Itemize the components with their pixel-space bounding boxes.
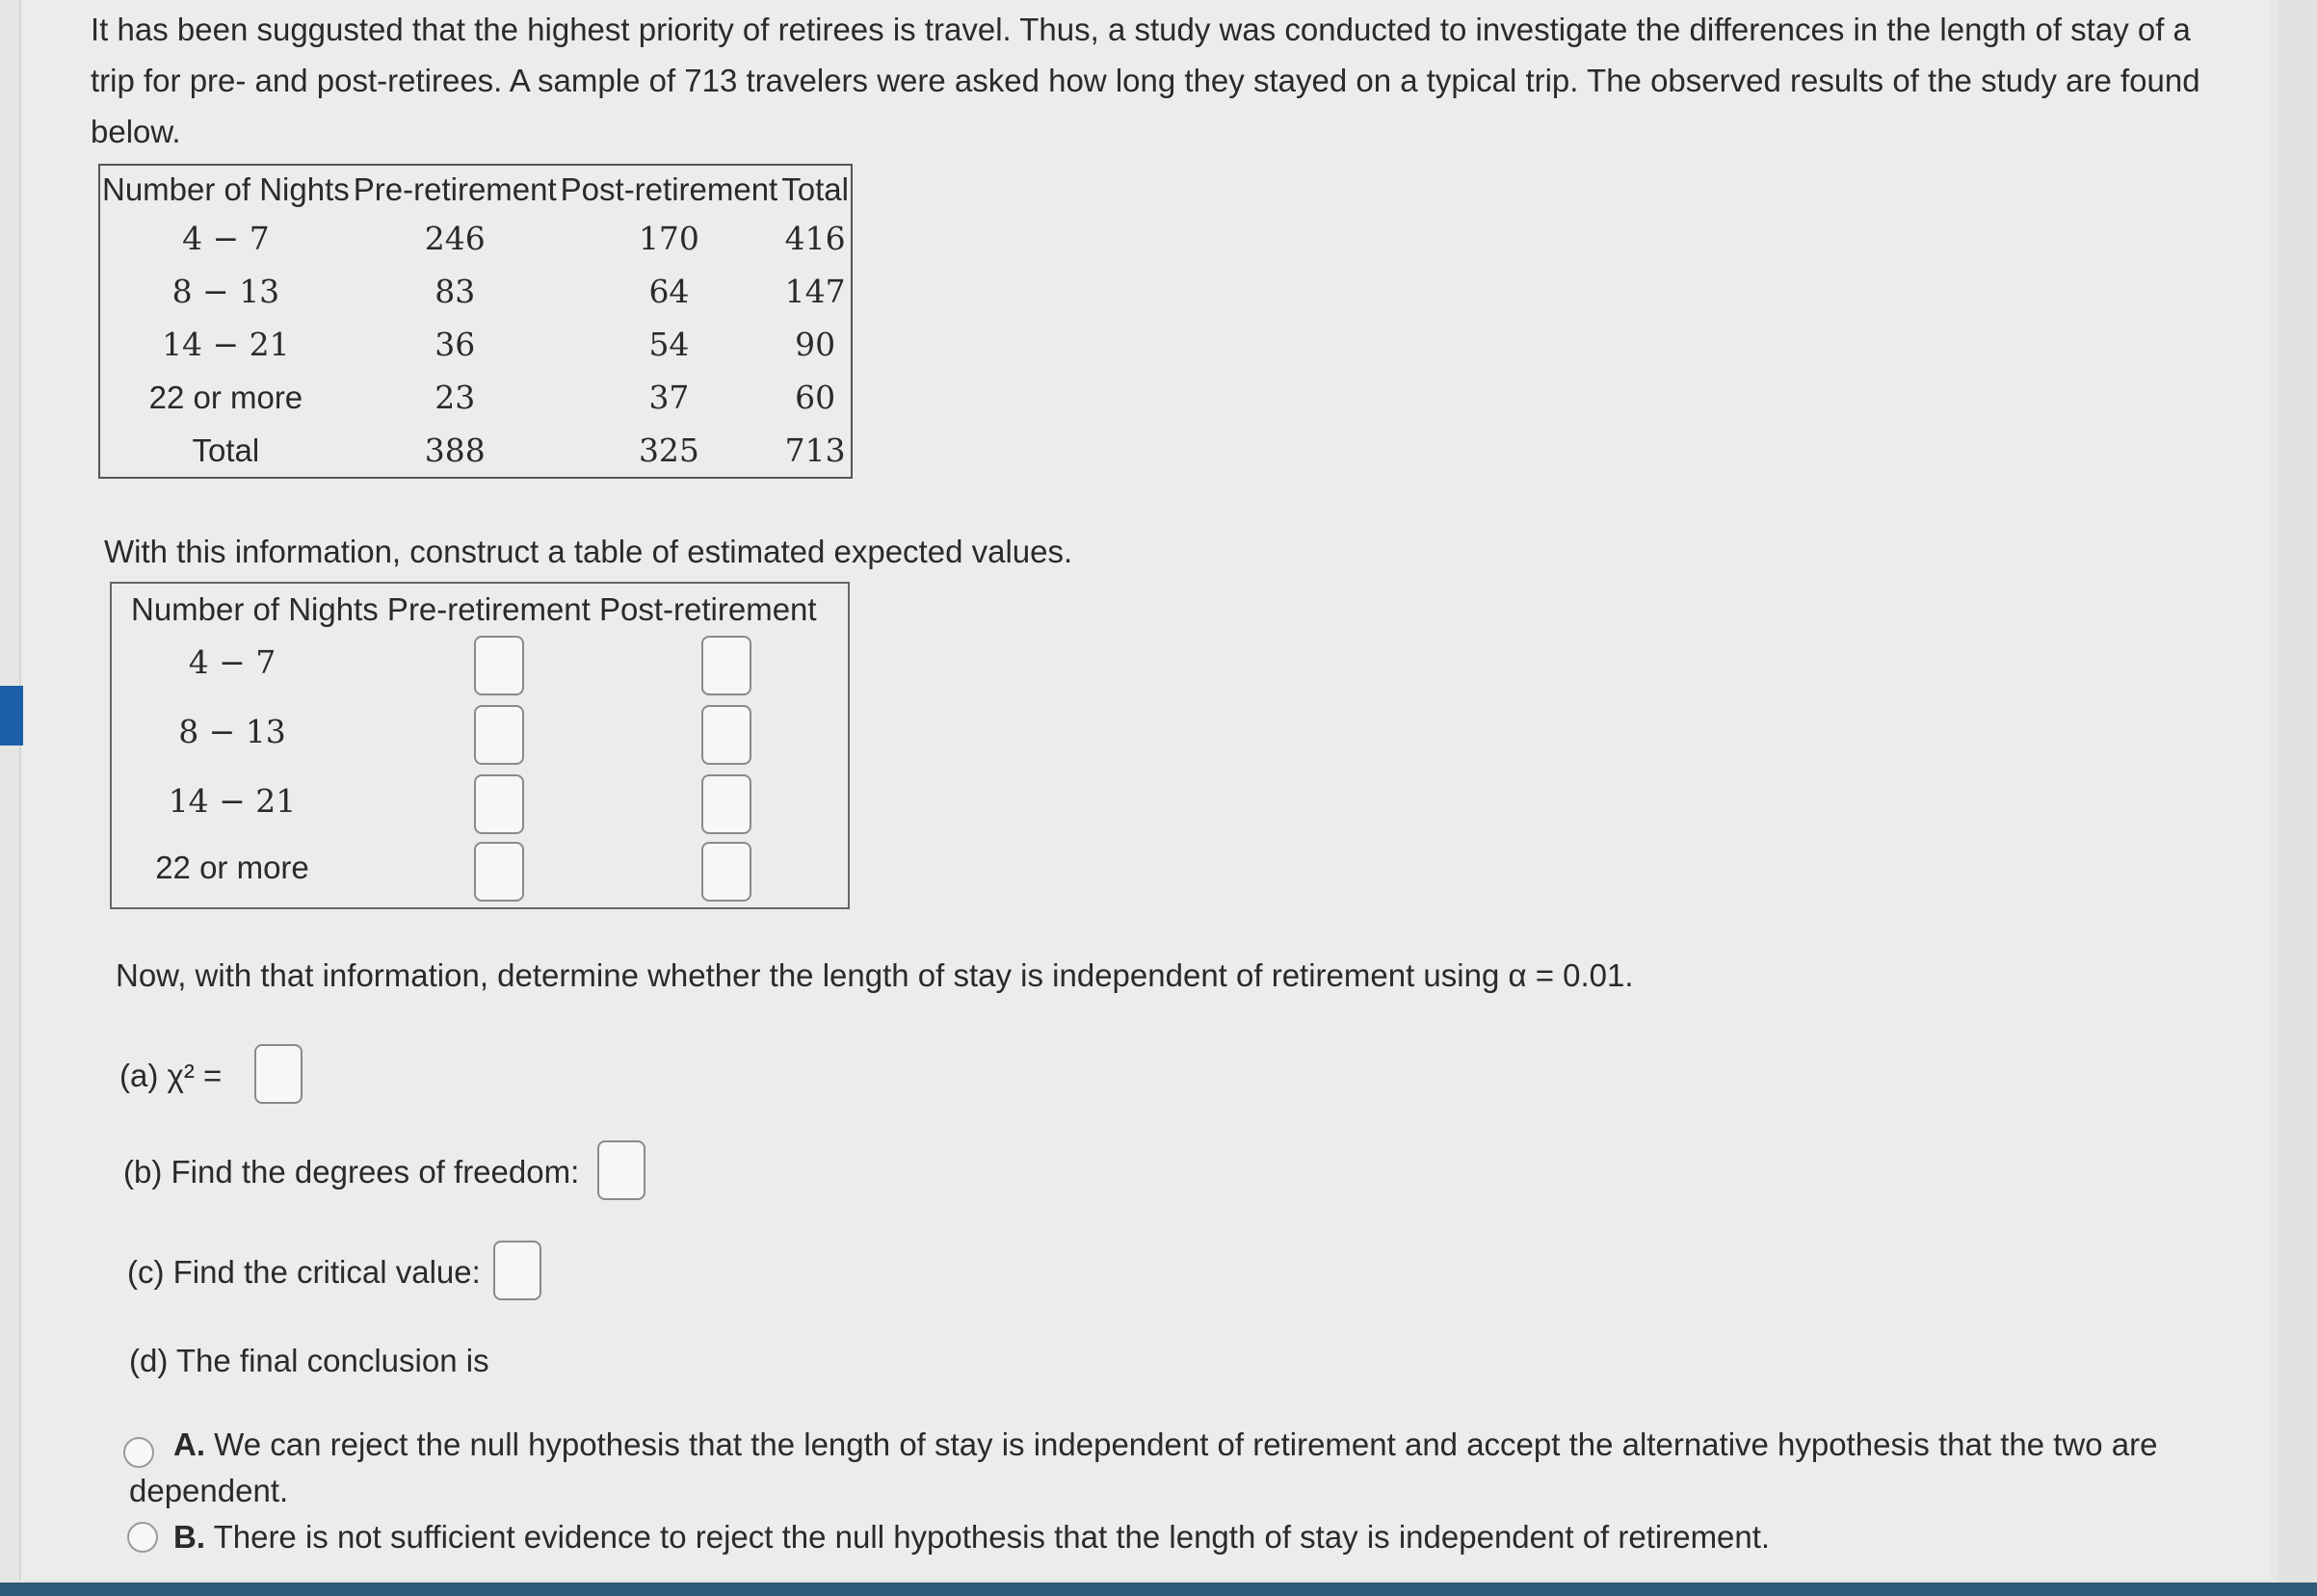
table-row: [99, 424, 852, 478]
option-a-text: We can reject the null hypothesis that the length of stay is independent of retirement and accept the alternative hypothesis that the two are dependent.: [129, 1426, 2158, 1508]
table-cell: 325: [638, 432, 699, 469]
option-b-radio[interactable]: [127, 1522, 158, 1553]
table-cell: 4 − 7: [182, 220, 270, 257]
table-cell: 147: [784, 273, 846, 310]
chi-square-input[interactable]: [254, 1044, 303, 1104]
expected-post-8-13-input[interactable]: [701, 705, 751, 765]
expected-post-22-more-input[interactable]: [701, 842, 751, 902]
table-cell: 60: [795, 379, 836, 416]
observed-header: Pre-retirement: [353, 171, 557, 207]
option-a[interactable]: [129, 1422, 2200, 1514]
table-row: [99, 265, 852, 318]
critical-value-input[interactable]: [493, 1241, 541, 1300]
expected-prompt: With this information, construct a table of estimated expected values.: [104, 534, 1073, 569]
table-cell: 37: [648, 379, 690, 416]
table-cell: 14 − 21: [162, 326, 290, 363]
table-cell: Total: [192, 432, 260, 468]
observed-header-row: [99, 165, 852, 212]
observed-header: Total: [781, 171, 849, 207]
question-page: [19, 0, 2271, 1580]
table-cell: 23: [434, 379, 476, 416]
test-prompt: Now, with that information, determine whether the length of stay is independent of retirement using α = 0.01.: [116, 957, 1634, 993]
table-row: [99, 212, 852, 265]
expected-pre-14-21-input[interactable]: [474, 774, 524, 834]
table-cell: 90: [795, 326, 836, 363]
expected-header: Number of Nights Pre-retirement Post-retirement: [131, 591, 817, 627]
degrees-of-freedom-input[interactable]: [597, 1140, 645, 1200]
table-cell: 54: [648, 326, 690, 363]
question-d-label: (d) The final conclusion is: [129, 1343, 489, 1378]
table-cell: 8 − 13: [171, 273, 280, 310]
option-b-letter: B.: [173, 1519, 205, 1555]
question-c-label: (c) Find the critical value:: [127, 1254, 481, 1290]
question-a-label: (a) χ² =: [119, 1058, 223, 1093]
table-cell: 22 or more: [148, 379, 303, 415]
bottom-bar: [0, 1583, 2317, 1596]
table-cell: 170: [638, 220, 699, 257]
table-cell: 36: [434, 326, 476, 363]
expected-post-4-7-input[interactable]: [701, 636, 751, 695]
table-row: [99, 371, 852, 424]
option-b[interactable]: [173, 1514, 2197, 1560]
right-edge: [2278, 0, 2317, 1583]
expected-post-14-21-input[interactable]: [701, 774, 751, 834]
intro-text: It has been suggusted that the highest priority of retirees is travel. Thus, a study was conducted to investigate the differences in the length of stay of a trip for pre- and post-retirees. A sample of 713 travelers were asked how long they stayed on a typical trip. The observed results of the study are found below.: [91, 12, 2200, 149]
option-a-letter: A.: [173, 1426, 205, 1462]
question-b-label: (b) Find the degrees of freedom:: [123, 1154, 580, 1190]
expected-row-label: 8 − 13: [178, 713, 286, 750]
observed-header: Number of Nights: [102, 171, 350, 207]
expected-row-label: 4 − 7: [188, 643, 276, 681]
expected-table: [110, 582, 850, 909]
expected-pre-22-more-input[interactable]: [474, 842, 524, 902]
table-row: [99, 318, 852, 371]
table-cell: 246: [424, 220, 486, 257]
observed-table: [98, 164, 853, 479]
side-tab-marker: [0, 686, 23, 746]
table-cell: 713: [784, 432, 846, 469]
table-cell: 416: [784, 220, 846, 257]
table-cell: 83: [434, 273, 476, 310]
option-b-text: There is not sufficient evidence to reject the null hypothesis that the length of stay is independent of retirement.: [213, 1519, 1771, 1555]
observed-header: Post-retirement: [560, 171, 778, 207]
expected-row-label: 22 or more: [155, 850, 309, 885]
expected-pre-8-13-input[interactable]: [474, 705, 524, 765]
table-cell: 388: [424, 432, 486, 469]
expected-pre-4-7-input[interactable]: [474, 636, 524, 695]
expected-row-label: 14 − 21: [168, 782, 297, 820]
table-cell: 64: [648, 273, 690, 310]
